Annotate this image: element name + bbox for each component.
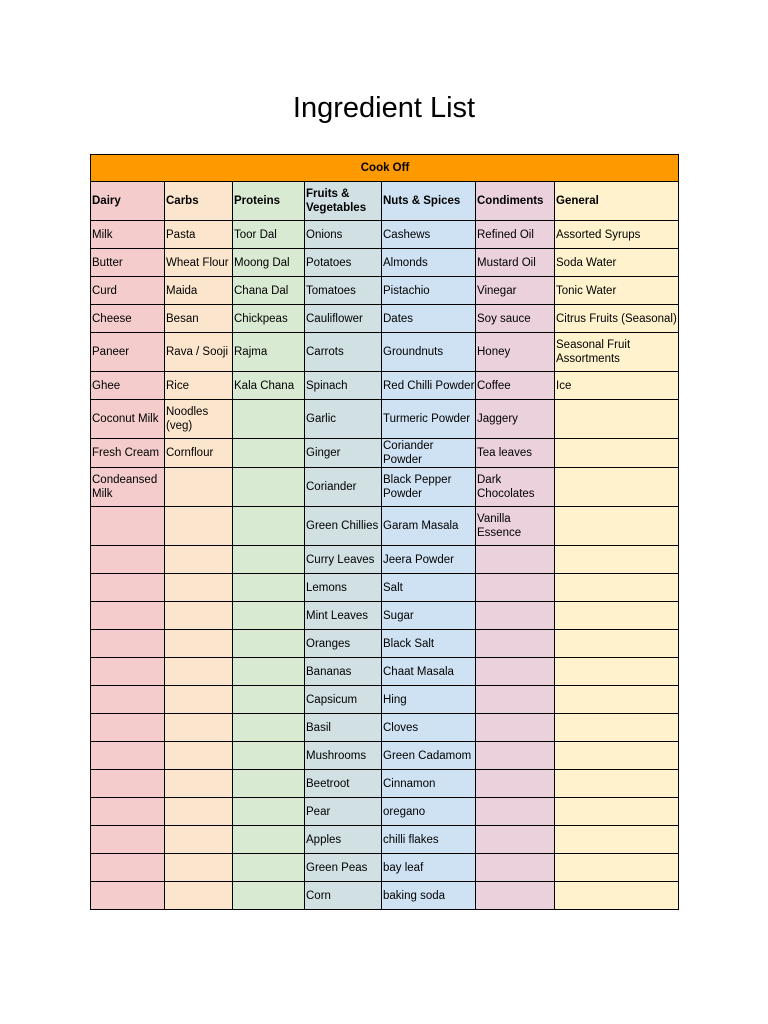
table-cell: Condeansed Milk xyxy=(91,468,165,507)
table-cell: Black Pepper Powder xyxy=(382,468,476,507)
table-row xyxy=(91,546,679,574)
table-cell xyxy=(91,602,165,630)
table-cell xyxy=(233,714,305,742)
table-cell: Honey xyxy=(476,333,555,372)
table-cell: Oranges xyxy=(305,630,382,658)
table-cell: Almonds xyxy=(382,249,476,277)
table-cell xyxy=(555,658,679,686)
table-cell xyxy=(165,507,233,546)
table-cell: Apples xyxy=(305,826,382,854)
table-cell: Tea leaves xyxy=(476,439,555,468)
table-cell xyxy=(165,574,233,602)
table-cell: Vinegar xyxy=(476,277,555,305)
table-cell: Coriander xyxy=(305,468,382,507)
table-cell xyxy=(91,854,165,882)
table-row xyxy=(91,602,679,630)
table-row xyxy=(91,305,679,333)
table-cell: Rice xyxy=(165,372,233,400)
table-cell xyxy=(91,507,165,546)
table-cell: Carrots xyxy=(305,333,382,372)
table-cell xyxy=(233,574,305,602)
table-row xyxy=(91,742,679,770)
table-cell: Capsicum xyxy=(305,686,382,714)
table-cell xyxy=(165,854,233,882)
table-cell: Sugar xyxy=(382,602,476,630)
table-cell xyxy=(555,400,679,439)
table-cell xyxy=(555,798,679,826)
header-general: General xyxy=(555,182,679,221)
table-cell: Cornflour xyxy=(165,439,233,468)
table-cell: baking soda xyxy=(382,882,476,910)
table-cell xyxy=(91,658,165,686)
table-row xyxy=(91,770,679,798)
table-cell xyxy=(476,630,555,658)
table-cell: Corn xyxy=(305,882,382,910)
table-cell xyxy=(165,658,233,686)
table-cell xyxy=(233,546,305,574)
banner-cook-off: Cook Off xyxy=(91,155,679,182)
table-cell: Pistachio xyxy=(382,277,476,305)
table-cell: Soy sauce xyxy=(476,305,555,333)
table-cell: Cashews xyxy=(382,221,476,249)
table-cell: Seasonal Fruit Assortments xyxy=(555,333,679,372)
table-row xyxy=(91,826,679,854)
table-row xyxy=(91,854,679,882)
table-cell: Ginger xyxy=(305,439,382,468)
table-cell: Ghee xyxy=(91,372,165,400)
table-cell: Beetroot xyxy=(305,770,382,798)
table-cell: Curry Leaves xyxy=(305,546,382,574)
table-cell xyxy=(233,854,305,882)
table-cell xyxy=(91,714,165,742)
table-cell: Hing xyxy=(382,686,476,714)
table-cell: Dark Chocolates xyxy=(476,468,555,507)
table-cell: Jaggery xyxy=(476,400,555,439)
table-cell: Pasta xyxy=(165,221,233,249)
table-cell: Jeera Powder xyxy=(382,546,476,574)
header-condiments: Condiments xyxy=(476,182,555,221)
header-carbs: Carbs xyxy=(165,182,233,221)
table-cell xyxy=(165,770,233,798)
table-cell xyxy=(476,854,555,882)
table-cell xyxy=(233,468,305,507)
table-cell: Soda Water xyxy=(555,249,679,277)
table-row xyxy=(91,882,679,910)
table-cell xyxy=(476,686,555,714)
table-cell: Groundnuts xyxy=(382,333,476,372)
table-cell: Bananas xyxy=(305,658,382,686)
table-cell: Rajma xyxy=(233,333,305,372)
table-cell xyxy=(555,714,679,742)
table-cell xyxy=(555,439,679,468)
table-cell xyxy=(476,742,555,770)
table-cell xyxy=(555,507,679,546)
table-cell xyxy=(91,826,165,854)
table-cell xyxy=(165,546,233,574)
table-cell xyxy=(555,770,679,798)
table-cell: Coconut Milk xyxy=(91,400,165,439)
table-cell: Garlic xyxy=(305,400,382,439)
table-cell: Onions xyxy=(305,221,382,249)
table-cell xyxy=(476,798,555,826)
table-row xyxy=(91,249,679,277)
table-cell xyxy=(233,630,305,658)
table-cell xyxy=(476,658,555,686)
table-cell: oregano xyxy=(382,798,476,826)
table-cell xyxy=(91,686,165,714)
ingredient-table xyxy=(90,154,679,910)
table-row xyxy=(91,372,679,400)
table-cell xyxy=(476,574,555,602)
table-cell: Rava / Sooji xyxy=(165,333,233,372)
table-cell xyxy=(233,770,305,798)
table-cell xyxy=(233,507,305,546)
table-cell: Noodles (veg) xyxy=(165,400,233,439)
table-cell: Salt xyxy=(382,574,476,602)
table-cell: Green Chillies xyxy=(305,507,382,546)
table-row xyxy=(91,439,679,468)
table-cell xyxy=(555,602,679,630)
table-cell xyxy=(91,770,165,798)
table-cell xyxy=(165,468,233,507)
table-cell xyxy=(555,686,679,714)
table-cell: Chickpeas xyxy=(233,305,305,333)
table-cell xyxy=(555,882,679,910)
header-nuts-spices: Nuts & Spices xyxy=(382,182,476,221)
table-cell xyxy=(233,439,305,468)
table-cell xyxy=(555,574,679,602)
table-row xyxy=(91,574,679,602)
table-cell: Garam Masala xyxy=(382,507,476,546)
table-cell: Pear xyxy=(305,798,382,826)
page-title: Ingredient List xyxy=(292,92,476,124)
table-cell xyxy=(233,658,305,686)
table-row xyxy=(91,507,679,546)
table-cell: Paneer xyxy=(91,333,165,372)
table-cell: Maida xyxy=(165,277,233,305)
table-cell: Lemons xyxy=(305,574,382,602)
table-cell xyxy=(555,546,679,574)
table-cell: Refined Oil xyxy=(476,221,555,249)
table-cell xyxy=(233,602,305,630)
table-cell: Milk xyxy=(91,221,165,249)
table-cell: Mustard Oil xyxy=(476,249,555,277)
table-row xyxy=(91,333,679,372)
table-cell xyxy=(476,714,555,742)
table-cell: Wheat Flour xyxy=(165,249,233,277)
table-cell xyxy=(165,826,233,854)
table-cell: Coffee xyxy=(476,372,555,400)
table-row xyxy=(91,221,679,249)
header-dairy: Dairy xyxy=(91,182,165,221)
table-cell xyxy=(555,826,679,854)
table-cell: Black Salt xyxy=(382,630,476,658)
table-cell xyxy=(233,826,305,854)
table-cell xyxy=(165,686,233,714)
table-cell xyxy=(233,400,305,439)
table-cell: Cinnamon xyxy=(382,770,476,798)
table-cell xyxy=(476,770,555,798)
table-cell: Green Peas xyxy=(305,854,382,882)
table-cell xyxy=(165,742,233,770)
table-row xyxy=(91,468,679,507)
table-cell: Assorted Syrups xyxy=(555,221,679,249)
table-cell xyxy=(91,798,165,826)
table-cell: Basil xyxy=(305,714,382,742)
table-cell: Citrus Fruits (Seasonal) xyxy=(555,305,679,333)
table-cell: Toor Dal xyxy=(233,221,305,249)
table-row xyxy=(91,714,679,742)
table-cell xyxy=(91,630,165,658)
table-cell: Curd xyxy=(91,277,165,305)
table-cell xyxy=(165,882,233,910)
table-cell: Besan xyxy=(165,305,233,333)
table-cell xyxy=(555,468,679,507)
table-cell: Dates xyxy=(382,305,476,333)
table-cell xyxy=(555,630,679,658)
table-cell xyxy=(233,742,305,770)
table-cell xyxy=(91,574,165,602)
table-cell: Turmeric Powder xyxy=(382,400,476,439)
table-cell: Tonic Water xyxy=(555,277,679,305)
table-cell: bay leaf xyxy=(382,854,476,882)
table-cell: Chana Dal xyxy=(233,277,305,305)
table-cell xyxy=(91,882,165,910)
table-cell xyxy=(91,546,165,574)
table-row xyxy=(91,798,679,826)
table-cell xyxy=(233,798,305,826)
table-cell xyxy=(476,546,555,574)
table-cell xyxy=(233,882,305,910)
table-cell: Cloves xyxy=(382,714,476,742)
table-cell: Vanilla Essence xyxy=(476,507,555,546)
table-cell xyxy=(555,742,679,770)
table-row xyxy=(91,277,679,305)
table-row xyxy=(91,658,679,686)
table-cell xyxy=(233,686,305,714)
table-cell: Chaat Masala xyxy=(382,658,476,686)
table-cell xyxy=(165,602,233,630)
table-row xyxy=(91,686,679,714)
table-cell xyxy=(476,882,555,910)
table-row xyxy=(91,400,679,439)
table-cell: Coriander Powder xyxy=(382,439,476,468)
table-cell: Potatoes xyxy=(305,249,382,277)
table-cell: Moong Dal xyxy=(233,249,305,277)
table-cell xyxy=(165,714,233,742)
table-cell: Cheese xyxy=(91,305,165,333)
table-cell xyxy=(555,854,679,882)
table-cell xyxy=(91,742,165,770)
table-cell: Kala Chana xyxy=(233,372,305,400)
table-cell: Fresh Cream xyxy=(91,439,165,468)
table-cell: Mint Leaves xyxy=(305,602,382,630)
table-cell: Spinach xyxy=(305,372,382,400)
table-cell: Cauliflower xyxy=(305,305,382,333)
table-cell: Tomatoes xyxy=(305,277,382,305)
table-cell: Ice xyxy=(555,372,679,400)
table-cell: Butter xyxy=(91,249,165,277)
header-proteins: Proteins xyxy=(233,182,305,221)
table-row xyxy=(91,630,679,658)
table-cell: Green Cadamom xyxy=(382,742,476,770)
header-fruits-vegetables: Fruits & Vegetables xyxy=(305,182,382,221)
table-cell xyxy=(476,602,555,630)
table-cell xyxy=(476,826,555,854)
table-cell: Mushrooms xyxy=(305,742,382,770)
table-cell xyxy=(165,798,233,826)
table-cell: Red Chilli Powder xyxy=(382,372,476,400)
table-cell: chilli flakes xyxy=(382,826,476,854)
table-cell xyxy=(165,630,233,658)
